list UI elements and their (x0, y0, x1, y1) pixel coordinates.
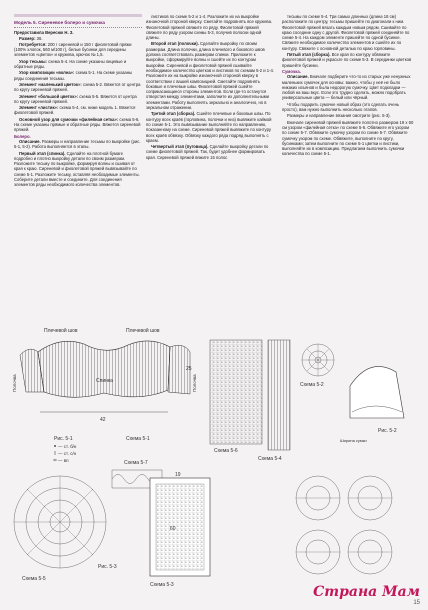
wave-text: схема 5-1. На схеме указаны ряды соединения тесьмы. (14, 70, 133, 81)
leaf-label: Элемент «листик»: (19, 105, 59, 111)
bolero-heading: Болеро. (14, 133, 31, 139)
legend-sc: — ст. б/н (58, 444, 77, 449)
bag-width-label: Ширина сумки (340, 438, 367, 443)
scheme-5-4-label: Схема 5-4 (258, 456, 282, 462)
req-text: 200 г сиреневой и 150 г фиолетовой пряжи (100% хлопок, 560 м/100 г), белые бусинки для середины элементов «цветок» и кружева, крючок № 1,5. (14, 41, 132, 58)
scheme-5-6-label: Схема 5-6 (214, 448, 238, 454)
figure-5-3 (150, 478, 210, 576)
net-label: Основной узор для сумочки «филейная сетка»: (19, 116, 119, 122)
bag-desc-label: Описание. (287, 74, 309, 80)
stage3-text: Сшейте плечевые и боковые швы. По контуру всех краёв (горловина, полочки и низ) вывяжите каймой по схеме 5-1. Это вывязывание выполняйте по направлению, показанному на схеме. Сиреневой пряжей вывяжите по контуру всех краёв обвязку. Обвязку каждого ряда подряд выполнять с краем. (146, 111, 272, 143)
figure-5-2 (350, 366, 404, 418)
author-line: Предоставила Вересюк Н. З. (14, 30, 74, 36)
stage1-text: Сделайте на плотной бумаге подробно и плотно выкройку детали по своим размерам. Разложите тесьму по выкройке, формируя волны и сшивая от края к краю. Сиреневой и фиолетовой пряжей вывязывайте по схеме 5-1. Разложите тесьму, оставляя необходимые элементы. Соберите детали вместе и соедините. Для соединения элементов ряды необходимого количества элементов. (14, 150, 140, 188)
dim-60: 60 (170, 526, 176, 532)
bag-desc-text: Вначале подберите что-то из старых уже ненужных маленьких сумочек для основы: важно, чтобы у неё не было никаких изъянов и была недорогую сумочку. Цвет подкладки — любой на ваш вкус. Если это трудно сделать, можно подобрать универсальные цвета — белый или чёрный. (282, 74, 411, 101)
figure-5-2-caption: Рис. 5-2 (378, 428, 397, 434)
big-flower-text: схема 5-5. Вяжется от центра по кругу сиреневой пряжей. (14, 93, 137, 104)
scheme-5-6-diagram (210, 340, 262, 444)
col2-paragraph-1: листиков по схеме 5-2 и 1-4. Разложите их на выкройке изнаночной стороной кверху. Сметайте подровнять все кружева. Фиолетовой пряжей свяжите по ряду. Фиолетовой пряжей свяжите по ряду узором схемы 5-3, получив полоски одной длины. (146, 14, 273, 41)
scheme-5-1-label: Схема 5-1 (126, 436, 150, 442)
dim-42: 42 (100, 417, 106, 423)
shoulder-seam-label-1: Плечевой шов (44, 328, 78, 334)
stitch-legend (54, 444, 77, 463)
desc-text: Размеры и направление тесьмы по выкройке (рис. 5-1, 5-2). Работа выполняется в этапы. (14, 138, 141, 150)
desc-label: Описание. (19, 138, 41, 144)
col3-paragraph-3: Размеры и направление вязания смотрите (рис. 5-3). (287, 113, 391, 119)
stage2-label: Второй этап (полочки). (151, 41, 199, 47)
site-logo: Страна Мам (313, 584, 420, 600)
bag-heading: Сумочка. (282, 68, 301, 74)
strip-text: схема 5-4. На схеме указаны лицевые и обратные ряды. (14, 58, 127, 70)
big-flower-label: Элемент «большой цветок»: (19, 93, 79, 99)
lace-motifs (296, 476, 392, 574)
scheme-5-5-diagram (14, 476, 106, 568)
scheme-5-5-label: Схема 5-5 (22, 576, 46, 582)
col3-paragraph-4: Вначале сиреневой пряжей вывяжите полотно размером 19 x 60 см узором «филейная сетка» по схеме 5-6. Обвяжите его узором по схеме 5-7. Обвяжите сумочку узором по схеме 5-7. Обвяжите сумочку узором по схеме. Обвяжите, выполните по кругу, бусинками; затем выполните по схеме 5-1 цветки и листики, выполняйте их в композицию. Предлагаем выполнить сумочки количества по схеме 5-1. (282, 119, 414, 157)
net-text: схема 5-6. На схеме указаны прямые и обратные ряды. Вяжется сиреневой пряжей. (14, 116, 141, 133)
col3-paragraph-1: тесьмы по схеме 5-4. Три самых длинных (длина 18 см) расположите по центру, тесьмы пришейте по диагонали к ним. Фиолетовой пряжей вязать каждым новым рядом. Сшивайте по краю соседние одну с другой. Фиолетовой пряжей соединяйте по схеме 5-4. На каждом элементе пришейте по одной бусинке. Свяжите необходимое количество элементов и сшейте их по контуру. Свяжите с основной деталью по краю горловины. (282, 14, 410, 51)
size-label: Размер: (19, 35, 36, 41)
leaf-text: схема 5-4, см. ниже модель 1. Вяжется фиолетовой пряжей. (14, 105, 136, 116)
scheme-5-7-label: Схема 5-7 (124, 460, 148, 466)
req-label: Потребуется: (19, 41, 47, 47)
small-flower-label: Элемент «маленький цветок»: (19, 81, 82, 87)
stage5-label: Пятый этап (сборка). (287, 52, 331, 58)
spinka-label: Спинка (96, 378, 113, 384)
small-flower-text: схема 5-2. Вяжется от центра по кругу сиреневой пряжей. (14, 81, 141, 93)
size-value: 36. (36, 35, 43, 41)
polochka-label: Полочка (12, 374, 17, 392)
stage2-text: Сделайте выкройку по своим размерам. Длина полочки, длина плечевого и бокового швов должна соответствовать размерам спинки. Приложите к выкройке, сформируйте волны и сшейте их по контурам выкройки. Сиреневой и фиолетовой пряжей сшивайте необходимое количество цветков и листиков по схемам 5-2 и 1-4. Разложите их на выкройке изнаночной стороной кверху в соответствии с вашей композицией. Сметайте подровнять боковые и плечевые швы. Фиолетовой пряжей сшейте соприкасающиеся стороны элементов. Если где-то останутся отверстия между элементами, заполните их дополнительными элементами. Работу выполнять зеркально и аналогично, но в зеркальном отражении. (146, 41, 275, 111)
dim-19: 19 (175, 472, 181, 478)
wave-label: Узор композиции «волна»: (19, 70, 75, 76)
stage4-label: Четвертый этап (пуговица). (151, 144, 209, 150)
model-title: Модель 5. Сиреневое болеро и сумочка (14, 20, 105, 25)
strip-label: Узор тесьмы: (19, 58, 47, 64)
scheme-5-2-diagram (302, 344, 334, 376)
stage3-label: Третий этап (сборка). (151, 111, 196, 117)
figure-5-1 (12, 327, 197, 442)
dim-25: 25 (186, 366, 192, 372)
col3-paragraph-2: Чтобы подарить сумочке новый образ (это сделать очень просто), вам нужно выполнить несколько этапов. (282, 101, 400, 113)
stage5-text: Все края по контуру обвяжите фиолетовой пряжей и украсьте по схеме 5-3. В серединки цветков пришейте бусинки. (282, 52, 412, 68)
figure-5-1-caption: Рис. 5-1 (54, 436, 73, 442)
legend-ch: — вп (58, 458, 69, 463)
shoulder-seam-label-2: Плечевой шов (126, 328, 160, 334)
scheme-5-3-label: Схема 5-3 (150, 582, 174, 588)
legend-dc: — ст. с/н (58, 451, 77, 456)
stage1-label: Первый этап (спинка). (19, 150, 66, 156)
scheme-5-2-label: Схема 5-2 (300, 382, 324, 388)
scheme-5-4-diagram (268, 340, 290, 450)
stage4-text: Сделайте выкройку детали по схеме фиолетовой пряжей. Так, будет удобнее формировать края. Сиреневой пряжей вяжите 15 полос (146, 144, 269, 160)
polochka-label-right: Полочка (192, 374, 197, 392)
page-number: 15 (413, 600, 420, 606)
figure-5-3-caption: Рис. 5-3 (98, 564, 117, 570)
